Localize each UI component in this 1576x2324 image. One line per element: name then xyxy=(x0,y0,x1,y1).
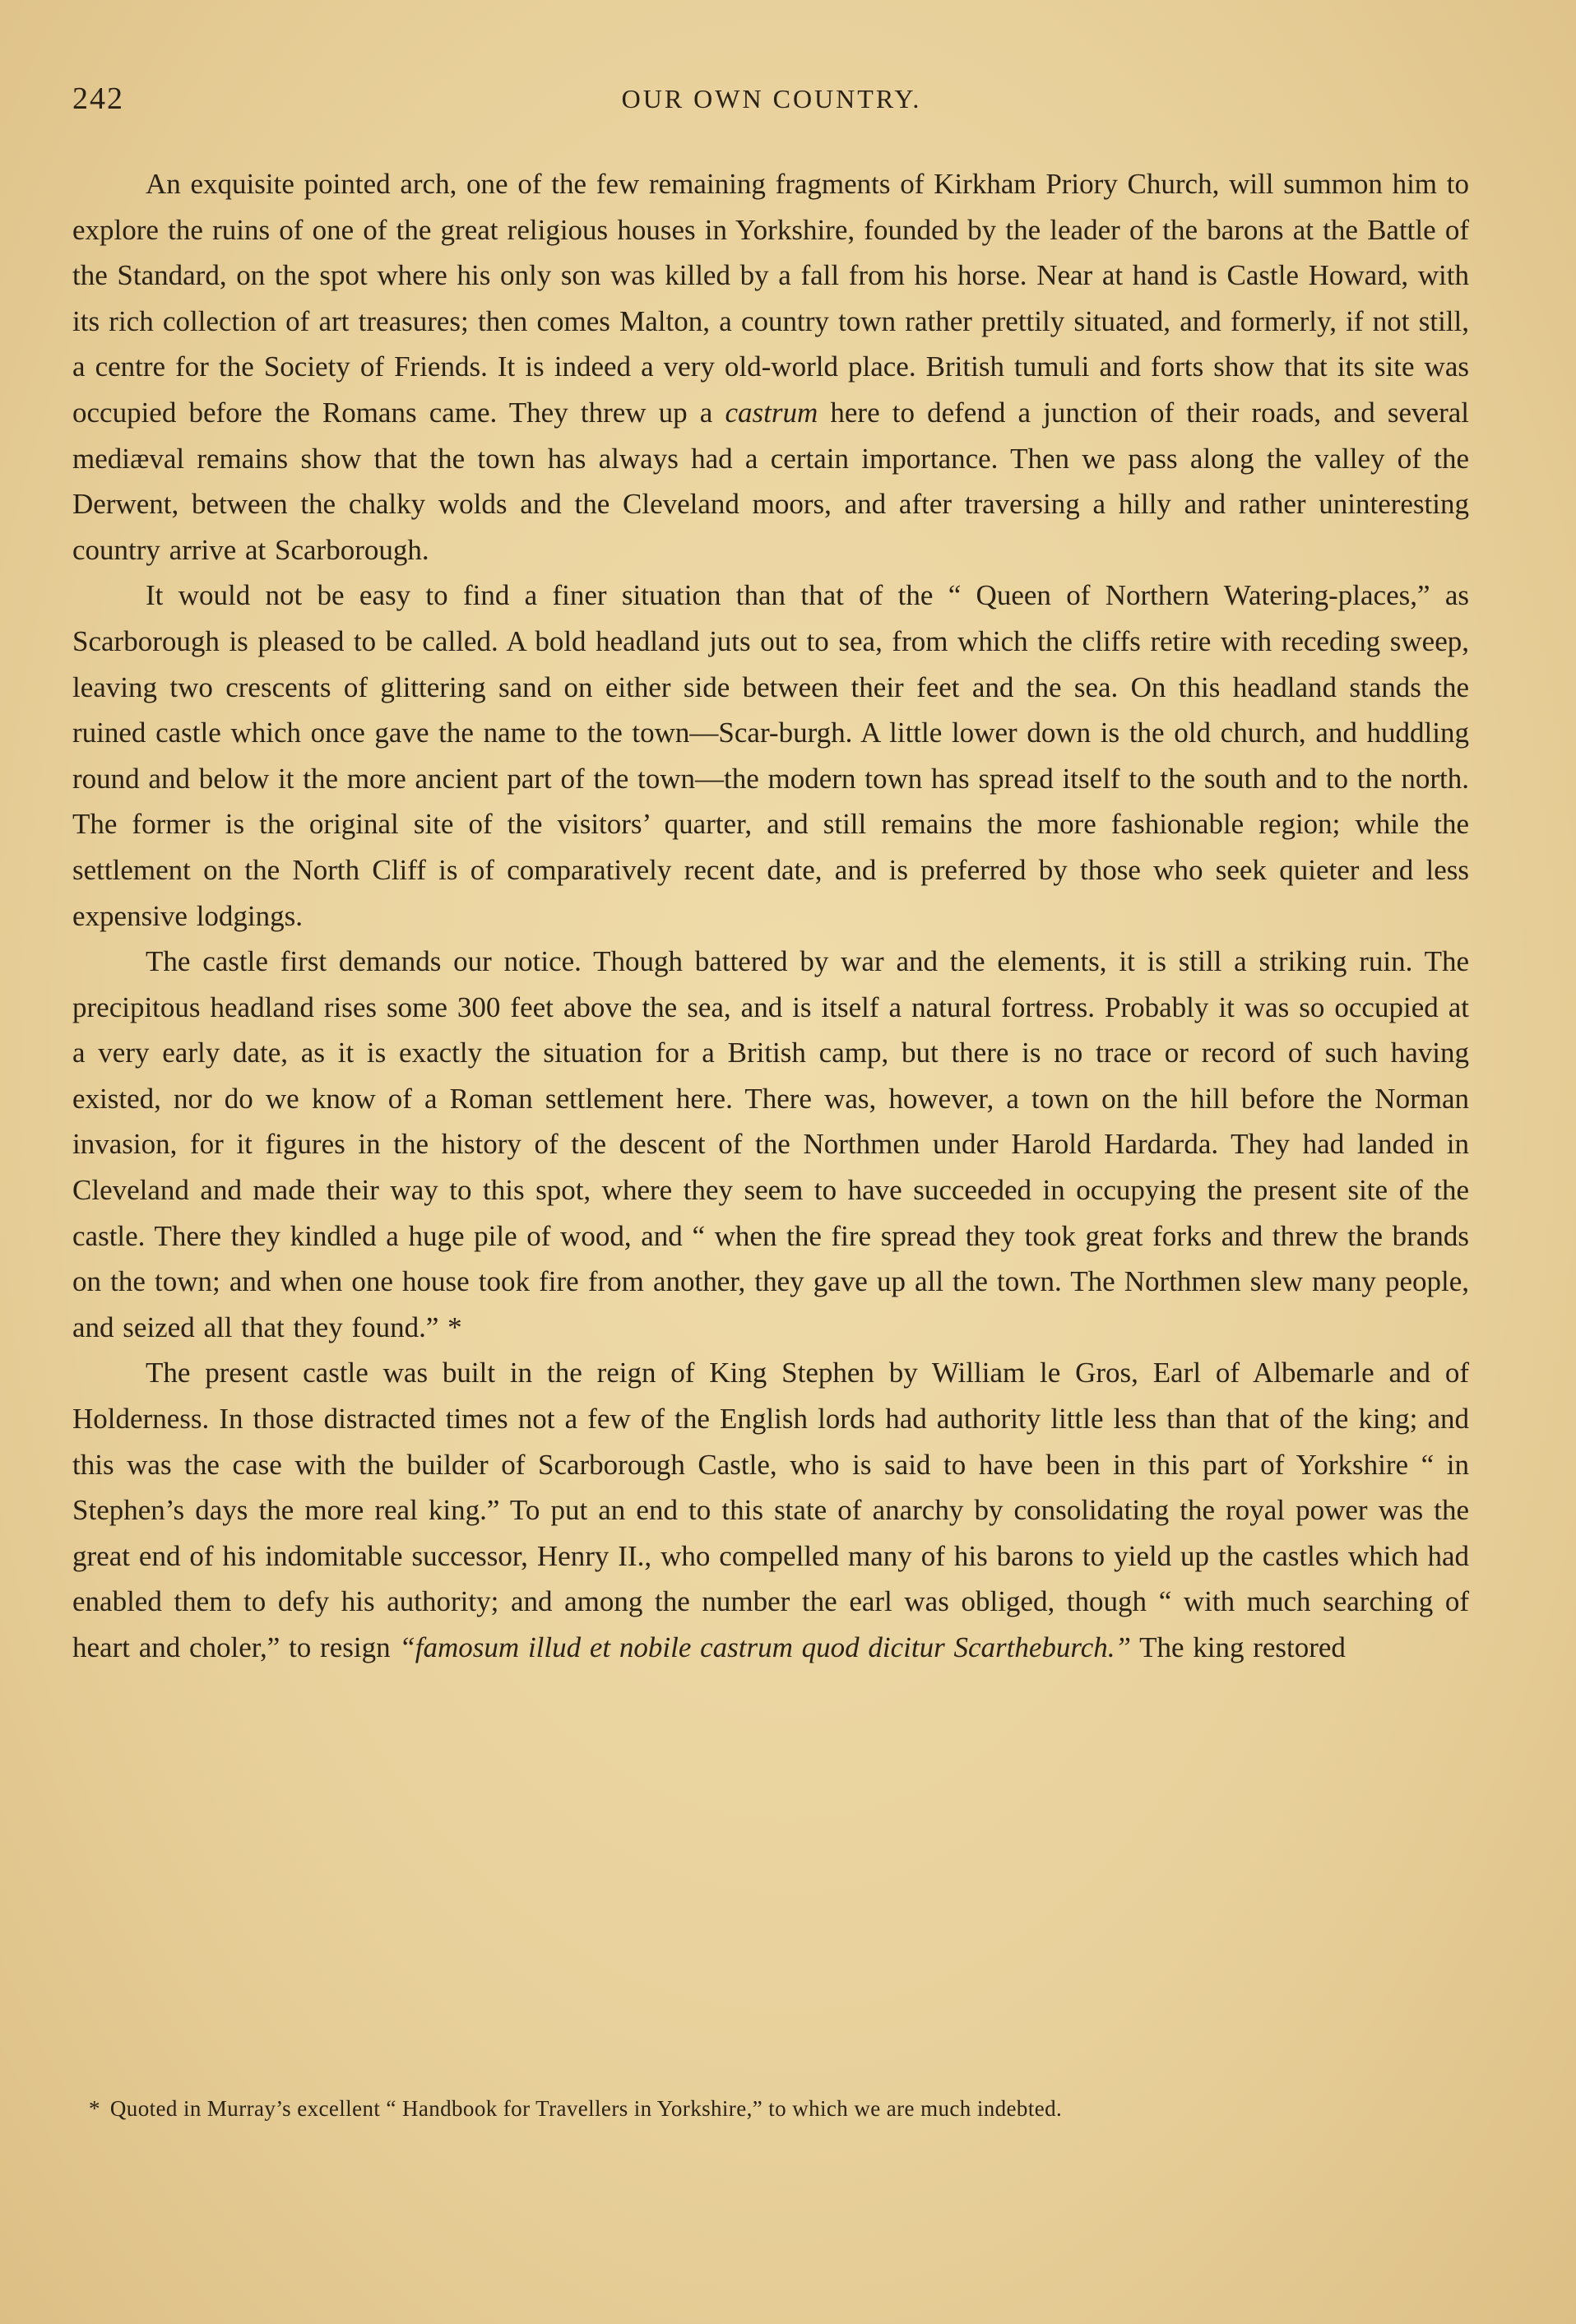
text-run: It would not be easy to find a finer situation than that of the “ Queen of Northern Watering-places,” as Scarborough is pleased to be called. A bold headland juts out to sea, from which the cliffs retire with receding sweep, leaving two crescents of glittering sand on either side between their feet and the sea. On this headland stands the ruined castle which once gave the name to the town—Scar-burgh. A little lower down is the old church, and huddling round and below it the more ancient part of the town—the modern town has spread itself to the south and to the north. The former is the original site of the visitors’ quarter, and still remains the more fashionable region; while the settlement on the North Cliff is of comparatively recent date, and is preferred by those who seek quieter and less expensive lodgings. xyxy=(72,579,1469,932)
text-run: here to defend a junction of their roads, and several mediæval remains show that the town has always had a certain importance. Then we pass along the valley of the Derwent, between the chalky wolds and the Cleveland moors, and after traversing a hilly and rather uninteresting country arrive at Scarborough. xyxy=(72,396,1469,566)
body-text xyxy=(72,161,1469,1671)
page-header xyxy=(72,81,1471,130)
paragraph xyxy=(72,573,1469,939)
text-run: The king restored xyxy=(1130,1631,1346,1663)
italic-text: castrum xyxy=(725,396,818,429)
footnote-text: Quoted in Murray’s excellent “ Handbook for Travellers in Yorkshire,” to which we are much indebted. xyxy=(109,2096,1063,2121)
running-title: OUR OWN COUNTRY. xyxy=(621,84,922,114)
page-number: 242 xyxy=(72,81,124,116)
footnote xyxy=(89,2094,1479,2123)
text-run: The present castle was built in the reign of King Stephen by William le Gros, Earl of Albemarle and of Holderness. In those distracted times not a few of the English lords had authority little less than that of the king; and this was the case with the builder of Scarborough Castle, who is said to have been in this part of Yorkshire “ in Stephen’s days the more real king.” To put an end to this state of anarchy by consolidating the royal power was the great end of his indomitable successor, Henry II., who compelled many of his barons to yield up the castles which had enabled them to defy his authority; and among the number the earl was obliged, though “ with much searching of heart and choler,” to resign xyxy=(72,1357,1469,1663)
paragraph xyxy=(72,1350,1469,1670)
text-run: The castle first demands our notice. Though battered by war and the elements, it is still a striking ruin. The precipitous headland rises some 300 feet above the sea, and is itself a natural fortress. Probably it was so occupied at a very early date, as it is exactly the situation for a British camp, but there is no trace or record of such having existed, nor do we know of a Roman settlement here. There was, however, a town on the hill before the Norman invasion, for it figures in the history of the descent of the Northmen under Harold Hardarda. They had landed in Cleveland and made their way to this spot, where they seem to have succeeded in occupying the present site of the castle. There they kindled a huge pile of wood, and “ when the fire spread they took great forks and threw the brands on the town; and when one house took fire from another, they gave up all the town. The Northmen slew many people, and seized all that they found.” * xyxy=(72,945,1469,1343)
text-run: An exquisite pointed arch, one of the few remaining fragments of Kirkham Priory Church, will summon him to explore the ruins of one of the great religious houses in Yorkshire, founded by the leader of the barons at the Battle of the Standard, on the spot where his only son was killed by a fall from his horse. Near at hand is Castle Howard, with its rich collection of art treasures; then comes Malton, a country town rather prettily situated, and formerly, if not still, a centre for the Society of Friends. It is indeed a very old-world place. British tumuli and forts show that its site was occupied before the Romans came. They threw up a xyxy=(72,168,1469,429)
paragraph xyxy=(72,161,1469,573)
paragraph xyxy=(72,939,1469,1350)
italic-text: “famosum illud et nobile castrum quod dicitur Scartheburch.” xyxy=(399,1631,1131,1663)
footnote-mark: * xyxy=(89,2096,100,2121)
